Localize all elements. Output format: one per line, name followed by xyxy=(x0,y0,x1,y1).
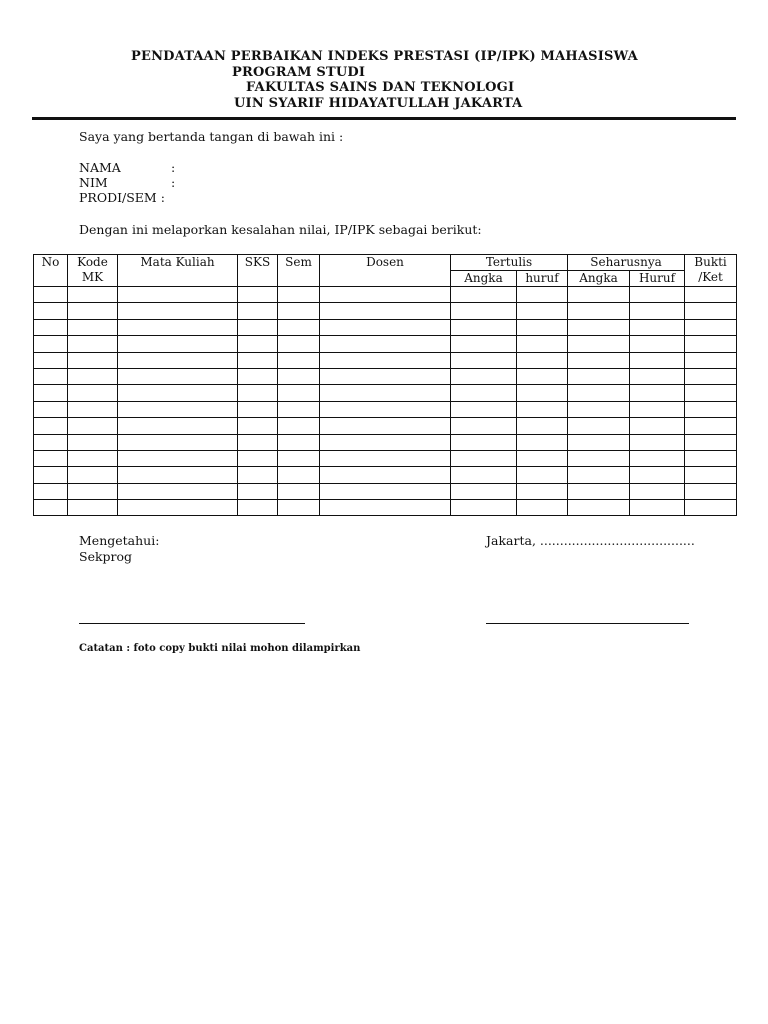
table-cell[interactable] xyxy=(568,467,630,483)
table-cell[interactable] xyxy=(685,483,737,499)
table-cell[interactable] xyxy=(517,401,568,417)
table-cell[interactable] xyxy=(68,450,118,466)
table-cell[interactable] xyxy=(685,418,737,434)
table-cell[interactable] xyxy=(685,467,737,483)
table-cell[interactable] xyxy=(568,303,630,319)
table-cell[interactable] xyxy=(630,385,685,401)
table-cell[interactable] xyxy=(517,352,568,368)
table-cell[interactable] xyxy=(630,450,685,466)
table-cell[interactable] xyxy=(685,368,737,384)
table-cell[interactable] xyxy=(34,336,68,352)
header-dosen: Dosen xyxy=(320,255,451,287)
table-cell[interactable] xyxy=(451,434,517,450)
table-cell[interactable] xyxy=(278,467,320,483)
table-cell[interactable] xyxy=(320,319,451,335)
table-cell[interactable] xyxy=(238,500,278,516)
table-cell[interactable] xyxy=(320,287,451,303)
table-cell[interactable] xyxy=(451,401,517,417)
table-cell[interactable] xyxy=(118,418,238,434)
table-cell[interactable] xyxy=(517,434,568,450)
table-cell[interactable] xyxy=(278,483,320,499)
table-row xyxy=(34,418,737,434)
table-cell[interactable] xyxy=(517,483,568,499)
table-cell[interactable] xyxy=(517,418,568,434)
header-mata-kuliah: Mata Kuliah xyxy=(118,255,238,287)
table-cell[interactable] xyxy=(68,483,118,499)
table-cell[interactable] xyxy=(630,434,685,450)
field-prodi-sem-label: PRODI/SEM : xyxy=(79,190,165,205)
table-cell[interactable] xyxy=(238,418,278,434)
table-cell[interactable] xyxy=(630,287,685,303)
header-seharusnya: Seharusnya xyxy=(568,255,685,271)
table-cell[interactable] xyxy=(685,434,737,450)
field-nama[interactable] xyxy=(79,160,279,176)
header-kode-mk-line2: MK xyxy=(81,270,104,284)
field-nim[interactable] xyxy=(79,175,279,191)
table-cell[interactable] xyxy=(568,450,630,466)
table-cell[interactable] xyxy=(68,303,118,319)
table-cell[interactable] xyxy=(517,368,568,384)
table-cell[interactable] xyxy=(685,352,737,368)
table-cell[interactable] xyxy=(630,368,685,384)
form-title: PENDATAAN PERBAIKAN INDEKS PRESTASI (IP/IPK) MAHASISWA xyxy=(131,49,638,64)
university-heading: UIN SYARIF HIDAYATULLAH JAKARTA xyxy=(234,96,523,111)
table-cell[interactable] xyxy=(320,500,451,516)
signature-line-student[interactable] xyxy=(486,623,689,624)
table-cell[interactable] xyxy=(238,303,278,319)
table-cell[interactable] xyxy=(685,500,737,516)
table-cell[interactable] xyxy=(517,467,568,483)
footnote: Catatan : foto copy bukti nilai mohon dilampirkan xyxy=(79,643,361,654)
table-cell[interactable] xyxy=(630,303,685,319)
table-cell[interactable] xyxy=(278,385,320,401)
table-cell[interactable] xyxy=(238,352,278,368)
field-nim-label: NIM xyxy=(79,175,108,190)
table-cell[interactable] xyxy=(238,483,278,499)
table-cell[interactable] xyxy=(118,483,238,499)
table-cell[interactable] xyxy=(320,418,451,434)
table-row xyxy=(34,450,737,466)
header-sks: SKS xyxy=(238,255,278,287)
table-body xyxy=(34,287,737,516)
table-cell[interactable] xyxy=(630,483,685,499)
table-cell[interactable] xyxy=(118,385,238,401)
table-cell[interactable] xyxy=(34,319,68,335)
field-nim-colon: : xyxy=(171,175,176,190)
header-kode-mk-line1: Kode xyxy=(77,255,108,269)
table-cell[interactable] xyxy=(118,336,238,352)
table-cell[interactable] xyxy=(118,319,238,335)
header-seharusnya-angka: Angka xyxy=(568,271,630,287)
table-cell[interactable] xyxy=(34,418,68,434)
sekprog-label: Sekprog xyxy=(79,549,133,564)
table-cell[interactable] xyxy=(320,450,451,466)
table-cell[interactable] xyxy=(320,467,451,483)
table-cell[interactable] xyxy=(568,385,630,401)
table-cell[interactable] xyxy=(238,401,278,417)
table-row xyxy=(34,368,737,384)
header-bukti-ket-line2: /Ket xyxy=(698,270,723,284)
table-cell[interactable] xyxy=(685,401,737,417)
table-cell[interactable] xyxy=(451,319,517,335)
table-cell[interactable] xyxy=(451,336,517,352)
table-cell[interactable] xyxy=(320,483,451,499)
table-cell[interactable] xyxy=(118,467,238,483)
table-cell[interactable] xyxy=(568,352,630,368)
table-cell[interactable] xyxy=(278,434,320,450)
table-cell[interactable] xyxy=(630,336,685,352)
header-seharusnya-huruf: Huruf xyxy=(630,271,685,287)
table-cell[interactable] xyxy=(238,319,278,335)
table-cell[interactable] xyxy=(34,450,68,466)
table-row xyxy=(34,500,737,516)
table-cell[interactable] xyxy=(68,500,118,516)
table-cell[interactable] xyxy=(34,467,68,483)
table-cell[interactable] xyxy=(320,434,451,450)
header-tertulis-angka: Angka xyxy=(451,271,517,287)
table-cell[interactable] xyxy=(68,352,118,368)
table-cell[interactable] xyxy=(451,450,517,466)
table-cell[interactable] xyxy=(278,303,320,319)
table-cell[interactable] xyxy=(320,401,451,417)
table-cell[interactable] xyxy=(118,287,238,303)
table-cell[interactable] xyxy=(568,401,630,417)
table-cell[interactable] xyxy=(238,450,278,466)
table-cell[interactable] xyxy=(685,303,737,319)
table-cell[interactable] xyxy=(34,483,68,499)
table-row xyxy=(34,401,737,417)
table-cell[interactable] xyxy=(568,483,630,499)
table-cell[interactable] xyxy=(451,500,517,516)
table-cell[interactable] xyxy=(34,368,68,384)
signature-line-sekprog[interactable] xyxy=(79,623,305,624)
statement-text: Dengan ini melaporkan kesalahan nilai, IP/IPK sebagai berikut: xyxy=(79,222,482,237)
table-cell[interactable] xyxy=(568,336,630,352)
table-cell[interactable] xyxy=(568,287,630,303)
table-cell[interactable] xyxy=(517,303,568,319)
program-studi-heading: PROGRAM STUDI xyxy=(232,65,366,80)
table-cell[interactable] xyxy=(278,418,320,434)
table-cell[interactable] xyxy=(118,352,238,368)
table-cell[interactable] xyxy=(685,319,737,335)
mengetahui-label: Mengetahui: xyxy=(79,533,160,548)
grade-correction-table xyxy=(33,254,737,516)
table-cell[interactable] xyxy=(34,352,68,368)
header-kode-mk xyxy=(68,255,118,287)
table-cell[interactable] xyxy=(238,434,278,450)
table-cell[interactable] xyxy=(320,303,451,319)
field-nama-label: NAMA xyxy=(79,160,121,175)
table-cell[interactable] xyxy=(451,483,517,499)
field-nama-colon: : xyxy=(171,160,176,175)
table-cell[interactable] xyxy=(320,368,451,384)
header-tertulis-huruf: huruf xyxy=(517,271,568,287)
table-cell[interactable] xyxy=(118,303,238,319)
table-cell[interactable] xyxy=(451,368,517,384)
table-cell[interactable] xyxy=(238,368,278,384)
table-row xyxy=(34,483,737,499)
table-cell[interactable] xyxy=(278,368,320,384)
table-cell[interactable] xyxy=(630,319,685,335)
table-cell[interactable] xyxy=(68,336,118,352)
table-cell[interactable] xyxy=(68,467,118,483)
table-cell[interactable] xyxy=(238,467,278,483)
table-cell[interactable] xyxy=(68,385,118,401)
table-cell[interactable] xyxy=(451,287,517,303)
table-row xyxy=(34,319,737,335)
table-cell[interactable] xyxy=(451,467,517,483)
table-cell[interactable] xyxy=(517,336,568,352)
table-cell[interactable] xyxy=(517,319,568,335)
table-cell[interactable] xyxy=(68,319,118,335)
table-cell[interactable] xyxy=(34,303,68,319)
table-cell[interactable] xyxy=(451,352,517,368)
table-cell[interactable] xyxy=(278,319,320,335)
table-cell[interactable] xyxy=(630,500,685,516)
table-cell[interactable] xyxy=(278,500,320,516)
table-cell[interactable] xyxy=(118,450,238,466)
table-cell[interactable] xyxy=(685,385,737,401)
table-cell[interactable] xyxy=(630,401,685,417)
header-divider xyxy=(32,117,736,120)
table-cell[interactable] xyxy=(685,287,737,303)
table-row xyxy=(34,467,737,483)
table-row xyxy=(34,434,737,450)
table-cell[interactable] xyxy=(68,418,118,434)
table-cell[interactable] xyxy=(34,434,68,450)
table-cell[interactable] xyxy=(118,500,238,516)
table-cell[interactable] xyxy=(278,352,320,368)
header-no: No xyxy=(34,255,68,287)
table-row xyxy=(34,336,737,352)
table-cell[interactable] xyxy=(320,385,451,401)
table-cell[interactable] xyxy=(568,500,630,516)
table-cell[interactable] xyxy=(118,434,238,450)
table-cell[interactable] xyxy=(238,336,278,352)
header-bukti-ket-line1: Bukti xyxy=(694,255,727,269)
table-cell[interactable] xyxy=(451,418,517,434)
table-cell[interactable] xyxy=(278,401,320,417)
table-cell[interactable] xyxy=(685,450,737,466)
table-row xyxy=(34,287,737,303)
table-cell[interactable] xyxy=(630,467,685,483)
table-cell[interactable] xyxy=(630,418,685,434)
table-cell[interactable] xyxy=(568,434,630,450)
header-tertulis: Tertulis xyxy=(451,255,568,271)
table-cell[interactable] xyxy=(517,500,568,516)
table-row xyxy=(34,303,737,319)
header-sem: Sem xyxy=(278,255,320,287)
table-cell[interactable] xyxy=(278,336,320,352)
table-cell[interactable] xyxy=(568,319,630,335)
table-cell[interactable] xyxy=(238,385,278,401)
field-prodi-sem[interactable] xyxy=(79,190,279,206)
table-cell[interactable] xyxy=(34,385,68,401)
table-cell[interactable] xyxy=(517,385,568,401)
table-cell[interactable] xyxy=(34,500,68,516)
table-cell[interactable] xyxy=(68,434,118,450)
jakarta-date-label: Jakarta, ....................................... xyxy=(486,533,695,548)
table-cell[interactable] xyxy=(68,287,118,303)
table-cell[interactable] xyxy=(68,368,118,384)
table-cell[interactable] xyxy=(320,336,451,352)
table-cell[interactable] xyxy=(685,336,737,352)
table-cell[interactable] xyxy=(34,287,68,303)
table-cell[interactable] xyxy=(68,401,118,417)
table-cell[interactable] xyxy=(517,450,568,466)
table-cell[interactable] xyxy=(278,450,320,466)
table-cell[interactable] xyxy=(278,287,320,303)
table-row xyxy=(34,352,737,368)
table-cell[interactable] xyxy=(630,352,685,368)
intro-text: Saya yang bertanda tangan di bawah ini : xyxy=(79,129,344,144)
table-cell[interactable] xyxy=(517,287,568,303)
table-cell[interactable] xyxy=(451,303,517,319)
table-cell[interactable] xyxy=(320,352,451,368)
faculty-heading: FAKULTAS SAINS DAN TEKNOLOGI xyxy=(246,80,515,95)
table-row xyxy=(34,385,737,401)
table-cell[interactable] xyxy=(34,401,68,417)
table-cell[interactable] xyxy=(568,418,630,434)
table-cell[interactable] xyxy=(118,368,238,384)
table-cell[interactable] xyxy=(568,368,630,384)
header-bukti-ket xyxy=(685,255,737,287)
table-cell[interactable] xyxy=(118,401,238,417)
table-cell[interactable] xyxy=(451,385,517,401)
table-cell[interactable] xyxy=(238,287,278,303)
